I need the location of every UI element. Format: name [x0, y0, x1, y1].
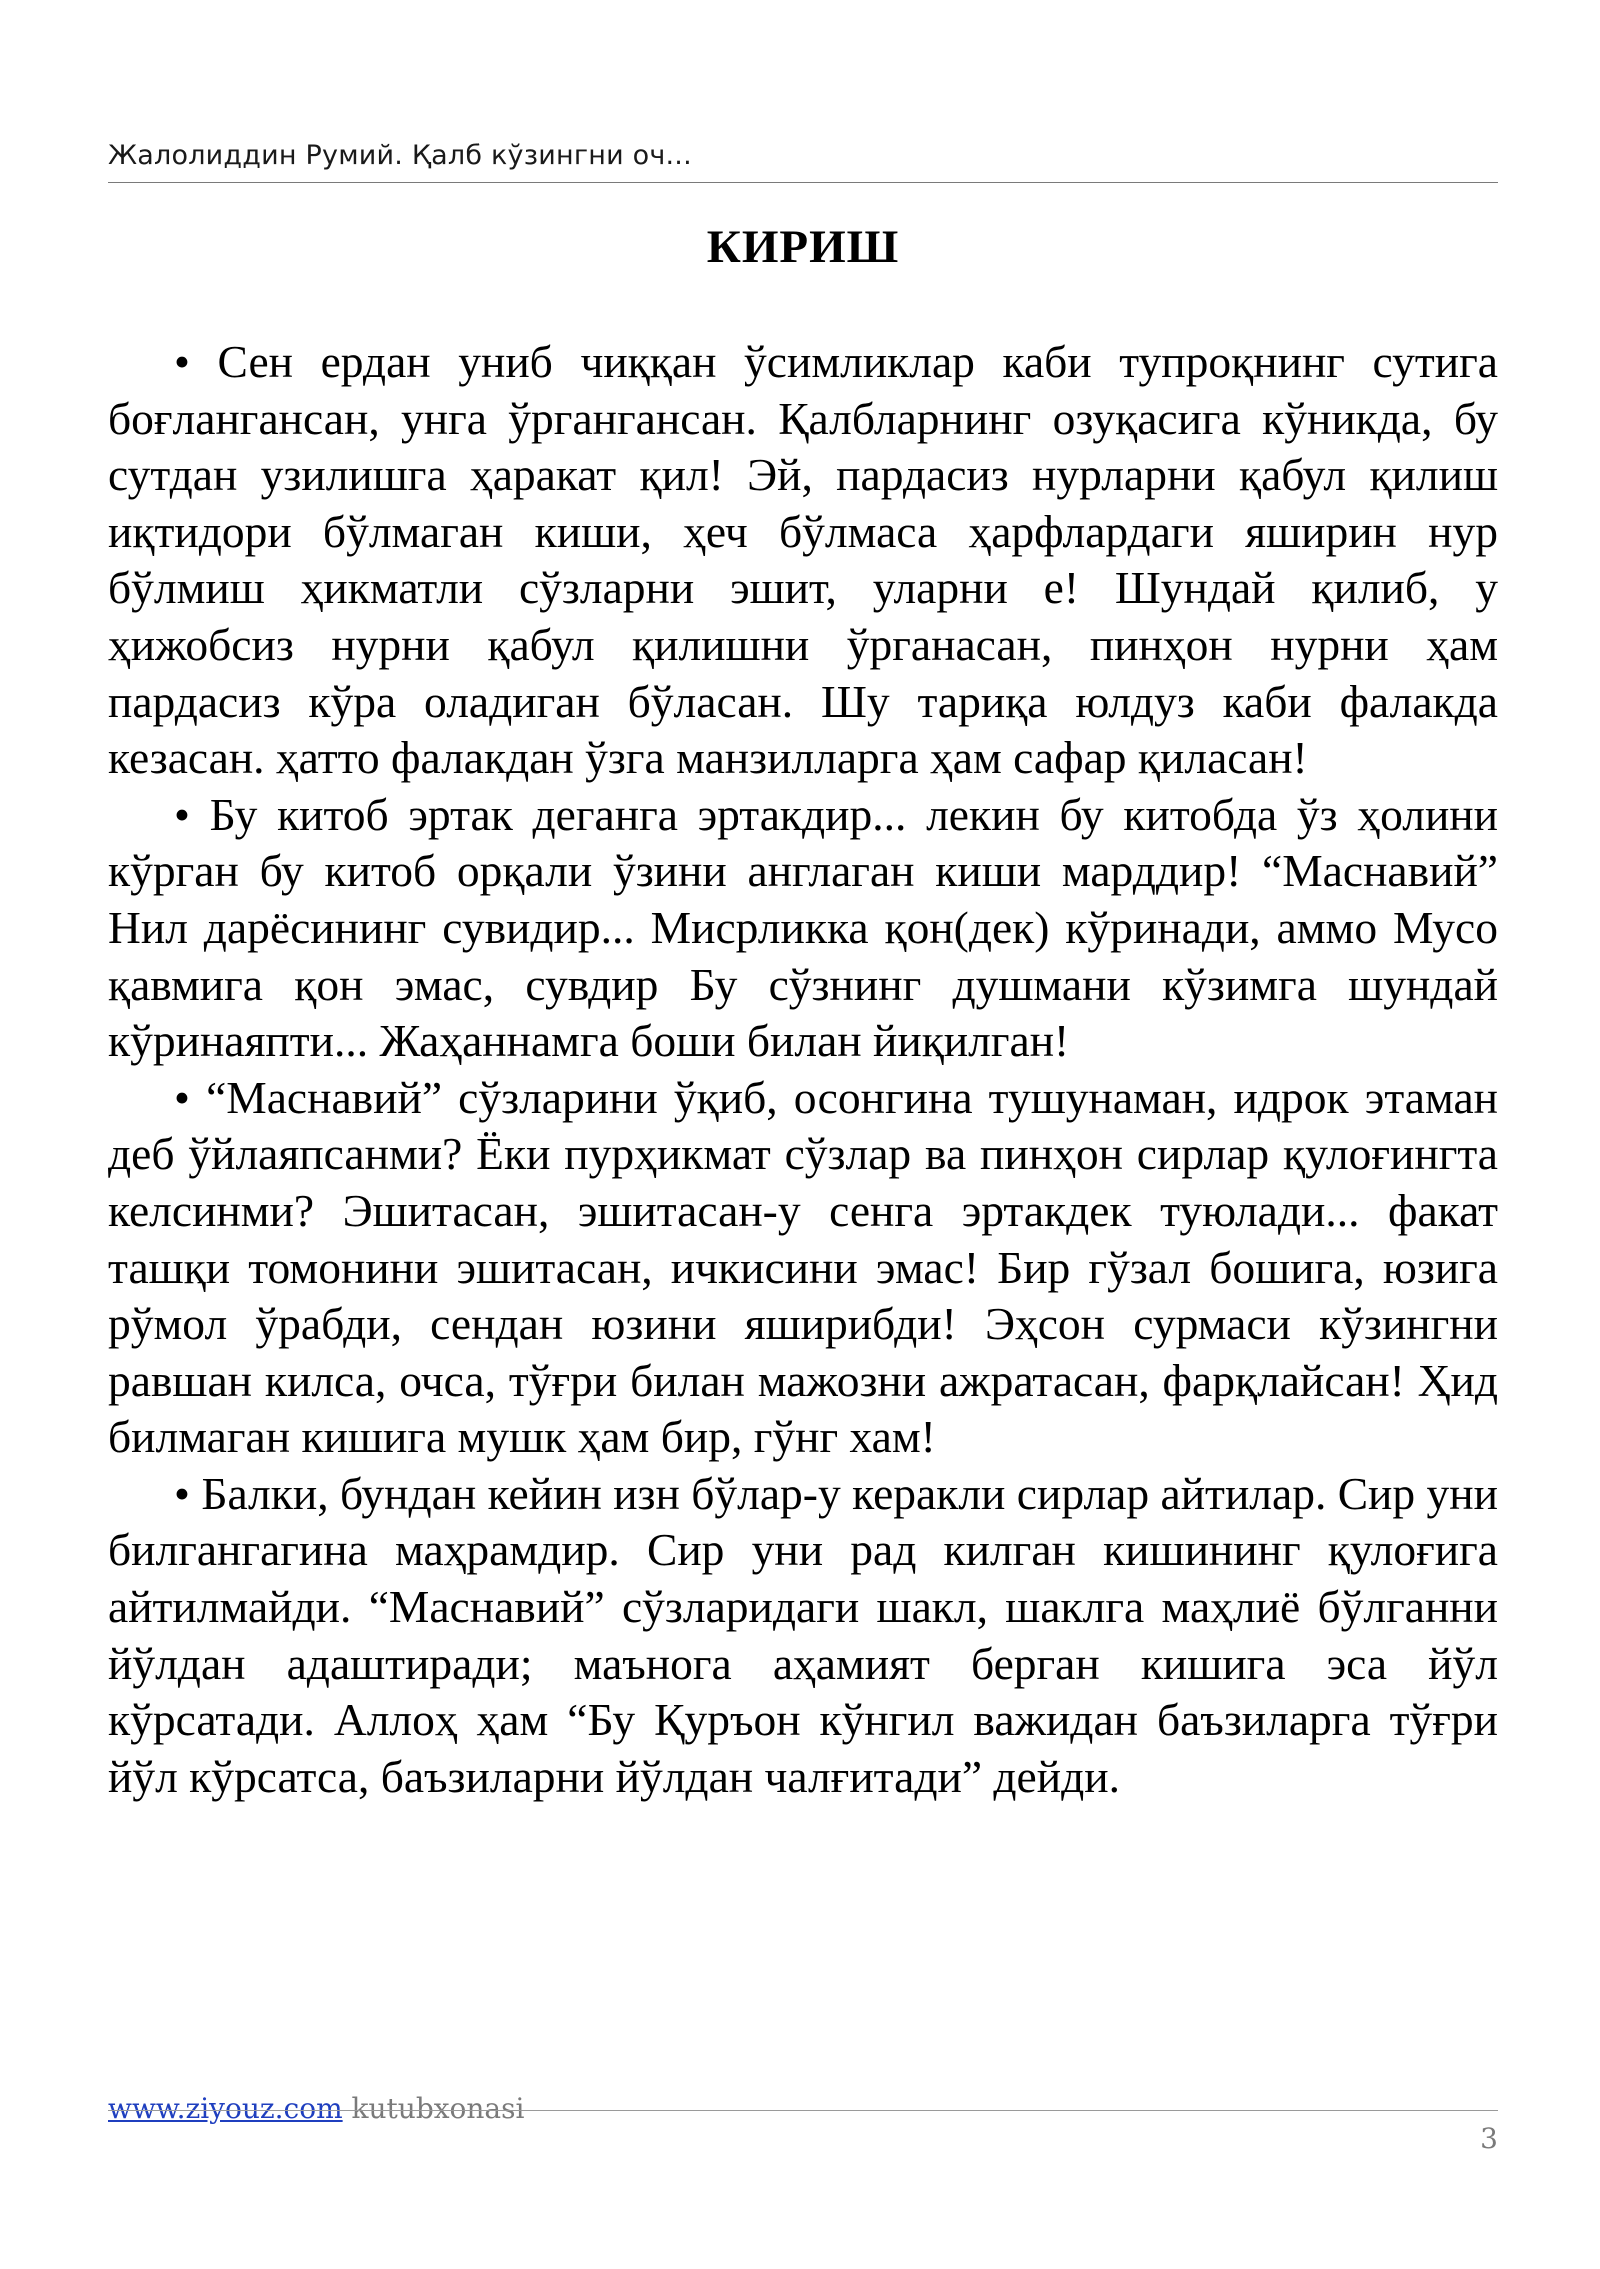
page-number: 3 — [1480, 2122, 1498, 2155]
chapter-title: КИРИШ — [706, 221, 900, 273]
footer-divider — [108, 2110, 1498, 2111]
site-suffix: kutubxonasi — [342, 2092, 525, 2125]
paragraph-3: • “Маснавий” сўзларини ўқиб, осонгина тушунаман, идрок этаман деб ўйлаяпсанми? Ёки пурҳикмат сўзлар ва пинҳон сирлар қулоғингта келсинми? Эшитасан, эшитасан-у сенга эртакдек туюлади... факат ташқи томонини эшитасан, ичкисини эмас! Бир гўзал бошига, юзига рўмол ўрабди, сендан юзини яширибди! Эҳсон сурмаси кўзингни равшан килса, очса, тўғри билан мажозни ажратасан, фарқлайсан! Ҳид билмаган кишига мушк ҳам бир, гўнг хам! — [108, 1071, 1498, 1463]
paragraph-4: • Балки, бундан кейин изн бўлар-у керакли сирлар айтилар. Сир уни билгангагина маҳрамдир. Сир уни рад килган кишининг қулоғига айтилмайди. “Маснавий” сўзларидаги шакл, шаклга маҳлиё бўлганни йўлдан адаштиради; маънога аҳамият берган кишига эса йўл кўрсатади. Аллоҳ ҳам “Бу Қуръон кўнгил важидан баъзиларга тўғри йўл кўрсатса, баъзиларни йўлдан чалғитади” дейди. — [108, 1467, 1498, 1802]
paragraph-2: • Бу китоб эртак деганга эртакдир... лекин бу китобда ўз ҳолини кўрган бу китоб орқали ўзини англаган киши марддир! “Маснавий” Нил дарёсининг сувидир... Мисрликка қон(дек) кўринади, аммо Мусо қавмига қон эмас, сувдир Бу сўзнинг душмани кўзимга шундай кўринаяпти... Жаҳаннамга боши билан йиқилган! — [108, 788, 1498, 1067]
running-header: Жалолиддин Румий. Қалб кўзингни оч... — [108, 140, 692, 171]
site-link[interactable]: www.ziyouz.com — [108, 2092, 343, 2125]
footer-source — [108, 2092, 524, 2125]
body-text — [108, 334, 1498, 1805]
header-divider — [108, 182, 1498, 183]
paragraph-1: • Сен ердан униб чиққан ўсимликлар каби тупроқнинг сутига боғлангансан, унга ўргангансан. Қалбларнинг озуқасига кўникда, бу сутдан узилишга ҳаракат қил! Эй, пардасиз нурларни қабул қилиш иқтидори бўлмаган киши, ҳеч бўлмаса ҳарфлардаги яширин нур бўлмиш ҳикматли сўзларни эшит, уларни е! Шундай қилиб, у ҳижобсиз нурни қабул қилишни ўрганасан, пинҳон нурни ҳам пардасиз кўра оладиган бўласан. Шу тариқа юлдуз каби фалакда кезасан. ҳатто фалакдан ўзга манзилларга ҳам сафар қиласан! — [108, 336, 1498, 784]
